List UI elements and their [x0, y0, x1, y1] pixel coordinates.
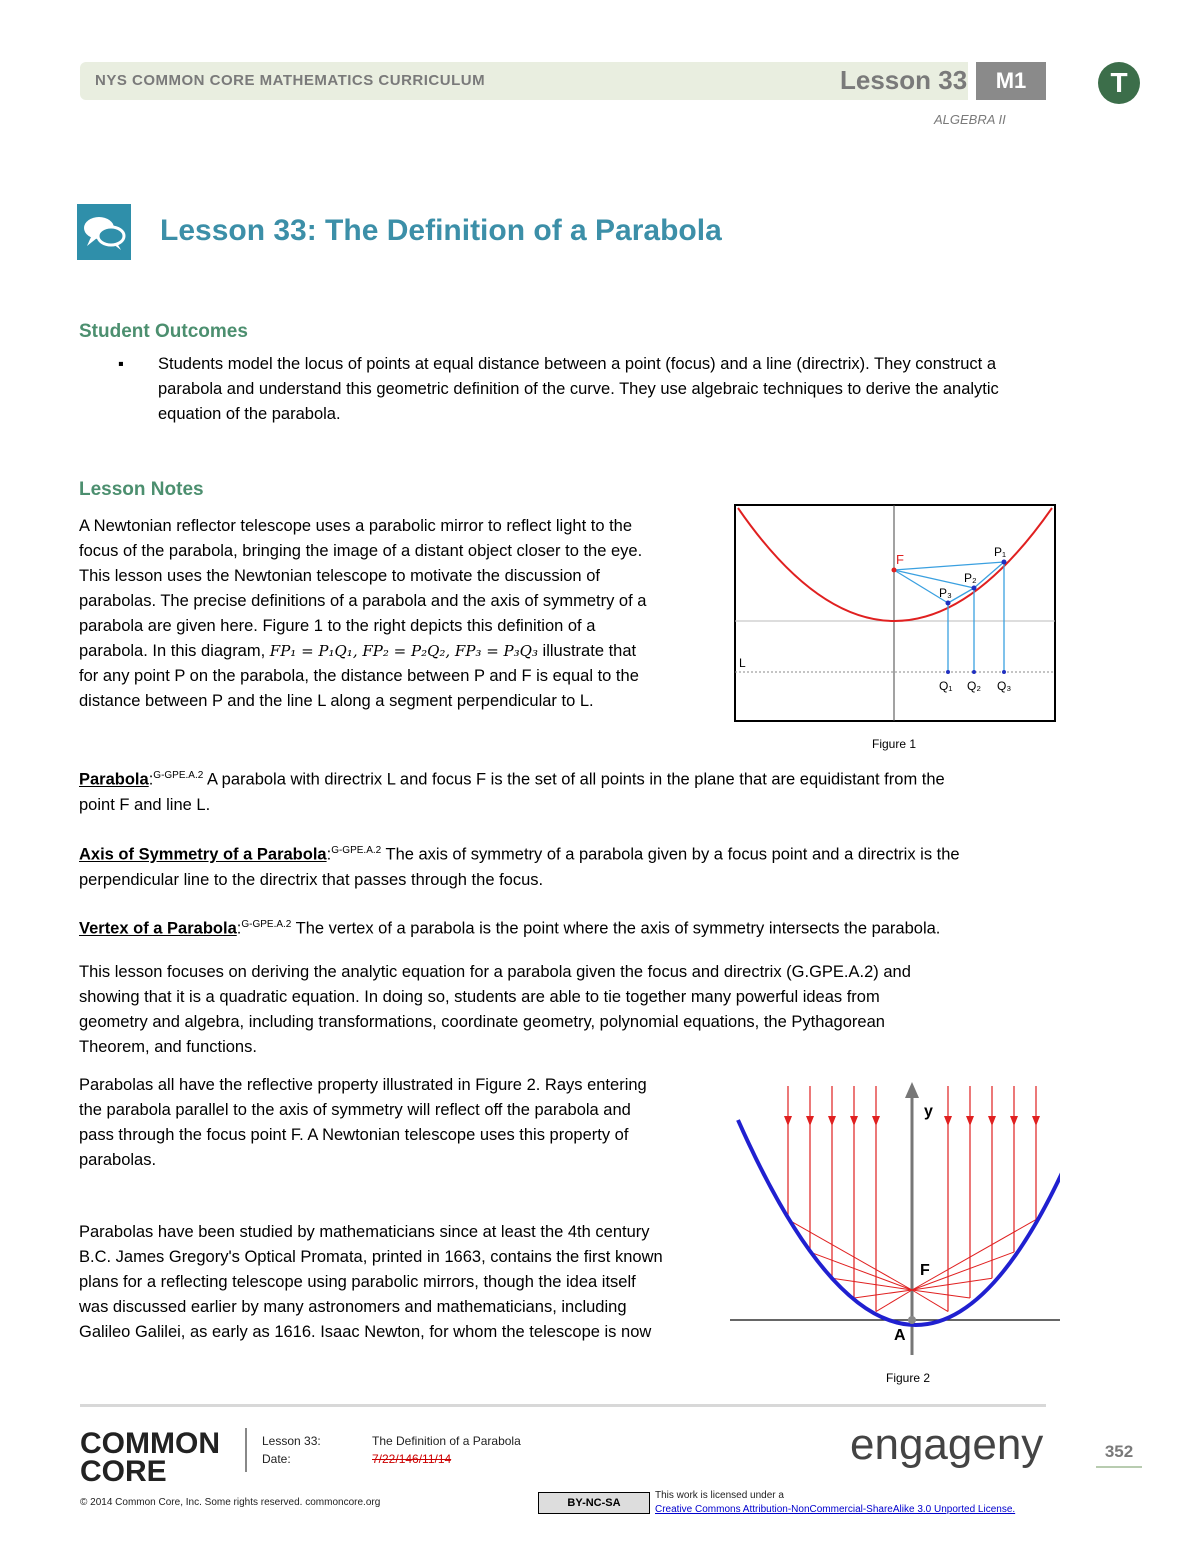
definition-text: The vertex of a parabola is the point where the axis of symmetry intersects the parabola.	[291, 919, 941, 938]
page-number: 352	[1096, 1442, 1142, 1468]
ray-arrow	[966, 1116, 974, 1126]
footer-lesson-label: Lesson 33:	[262, 1434, 321, 1448]
footer-lesson-value: The Definition of a Parabola	[372, 1434, 521, 1448]
notes-text: parabola. In this diagram,	[79, 642, 270, 660]
figure-1	[734, 504, 1056, 722]
figure-2	[730, 1080, 1060, 1370]
cc-license-badge[interactable]: BY-NC-SA	[538, 1492, 650, 1514]
standard-code: G-GPE.A.2	[241, 919, 292, 930]
y-axis-label: y	[924, 1103, 933, 1120]
paragraph-line: This lesson focuses on deriving the analytic equation for a parabola given the focus and directrix (G.GPE.A.2) and	[79, 963, 911, 981]
ray-arrow	[828, 1116, 836, 1126]
notes-line: parabola are given here. Figure 1 to the right depicts this definition of a	[79, 617, 596, 635]
paragraph-line: pass through the focus point F. A Newtonian telescope uses this property of	[79, 1126, 629, 1144]
notes-line: distance between P and the line L along a segment perpendicular to L.	[79, 692, 594, 710]
q1-label: Q₁	[939, 679, 953, 693]
vertex-definition: Vertex of a Parabola:$^{G-GPE.A.2}$ The vertex of a parabola is the point where the axis of symmetry intersects the parabola.	[79, 919, 941, 938]
reflected-ray	[912, 1290, 948, 1312]
paragraph-line: showing that it is a quadratic equation. In doing so, students are able to tie together many powerful ideas from	[79, 988, 880, 1006]
discussion-icon	[77, 204, 131, 260]
p3-label: P₃	[939, 586, 952, 600]
course-name: ALGEBRA II	[934, 112, 1006, 127]
paragraph-line: the parabola parallel to the axis of symmetry will reflect off the parabola and	[79, 1101, 631, 1119]
ray-arrow	[1010, 1116, 1018, 1126]
student-outcomes-heading: Student Outcomes	[79, 321, 248, 342]
notes-line: This lesson uses the Newtonian telescope to motivate the discussion of	[79, 567, 600, 585]
definition-text: The axis of symmetry of a parabola given by a focus point and a directrix is the	[381, 845, 960, 864]
definition-text: point F and line L.	[79, 795, 211, 814]
q3-label: Q₃	[997, 679, 1012, 693]
vertex-label: A	[894, 1327, 906, 1344]
reflected-ray	[912, 1290, 970, 1298]
notes-line: for any point P on the parabola, the distance between P and F is equal to the	[79, 667, 639, 685]
footer-separator	[245, 1428, 247, 1472]
parabola-definition: Parabola:$^{G-GPE.A.2}$ A parabola with directrix L and focus F is the set of all points in the plane that are equidistant from the point F and line L.	[79, 763, 1059, 818]
license-text: This work is licensed under a	[655, 1490, 784, 1501]
q2-label: Q₂	[967, 679, 981, 693]
standard-code: G-GPE.A.2	[331, 845, 382, 856]
definition-term: Axis of Symmetry of a Parabola	[79, 845, 327, 864]
figure-1-caption: Figure 1	[872, 737, 917, 751]
paragraph-line: parabolas.	[79, 1151, 157, 1169]
history-paragraph	[79, 1220, 729, 1345]
ray-arrow	[944, 1116, 952, 1126]
reflected-ray	[854, 1290, 912, 1298]
notes-math: FP₁ = P₁Q₁, FP₂ = P₂Q₂, FP₃ = P₃Q₃	[269, 642, 538, 660]
ray-arrow	[988, 1116, 996, 1126]
footer-date-label: Date:	[262, 1452, 291, 1466]
lesson-number: Lesson 33	[840, 65, 968, 95]
focus-paragraph	[79, 960, 1069, 1060]
reflective-paragraph	[79, 1073, 729, 1173]
paragraph-line: Theorem, and functions.	[79, 1038, 257, 1056]
curriculum-title: NYS COMMON CORE MATHEMATICS CURRICULUM	[95, 72, 486, 89]
parabola-curve-2	[738, 1120, 1060, 1325]
license-link[interactable]: Creative Commons Attribution-NonCommercial-ShareAlike 3.0 Unported License.	[655, 1504, 1016, 1515]
focus-label-2: F	[920, 1262, 930, 1279]
figure-2-caption: Figure 2	[886, 1371, 931, 1385]
notes-line: parabolas. The precise definitions of a parabola and the axis of symmetry of a	[79, 592, 647, 610]
lesson-notes-paragraph	[79, 514, 729, 714]
paragraph-line: plans for a reflecting telescope using parabolic mirrors, though the idea itself	[79, 1273, 636, 1291]
module-badge: M1	[976, 62, 1046, 100]
bullet-marker: ▪	[118, 355, 124, 373]
axis-definition: Axis of Symmetry of a Parabola:$^{G-GPE.A.2}$ The axis of symmetry of a parabola given by a focus point and a directrix is the perpendicular line to the directrix that passes through the focus.	[79, 838, 1059, 893]
footer-divider	[80, 1404, 1046, 1407]
notes-line: focus of the parabola, bringing the image of a distant object closer to the eye.	[79, 542, 643, 560]
paragraph-line: was discussed earlier by many astronomers and mathematicians, including	[79, 1298, 627, 1316]
standard-code: G-GPE.A.2	[153, 770, 204, 781]
ray-arrow	[850, 1116, 858, 1126]
outcome-bullet-text: Students model the locus of points at equal distance between a point (focus) and a line (directrix). They construct a parabola and understand this geometric definition of the curve. They use algebraic techniques to derive the analytic equation of the parabola.	[158, 355, 999, 423]
directrix-label: L	[739, 656, 746, 670]
ray-arrow	[1032, 1116, 1040, 1126]
paragraph-line: geometry and algebra, including transformations, coordinate geometry, polynomial equations, the Pythagorean	[79, 1013, 885, 1031]
definition-text: A parabola with directrix L and focus F is the set of all points in the plane that are equidistant from the	[203, 770, 945, 789]
paragraph-line: Galileo Galilei, as early as 1616. Isaac Newton, for whom the telescope is now	[79, 1323, 652, 1341]
reflected-ray	[876, 1290, 912, 1312]
p2-label: P₂	[964, 571, 977, 585]
definition-term: Parabola	[79, 770, 149, 789]
paragraph-line: Parabolas have been studied by mathematicians since at least the 4th century	[79, 1223, 650, 1241]
common-core-logo: COMMON CORE	[80, 1427, 220, 1488]
p1-label: P₁	[994, 545, 1007, 559]
teacher-badge: T	[1098, 62, 1140, 104]
lesson-notes-heading: Lesson Notes	[79, 479, 204, 500]
definition-text: perpendicular line to the directrix that passes through the focus.	[79, 870, 544, 889]
copyright: © 2014 Common Core, Inc. Some rights reserved. commoncore.org	[80, 1497, 381, 1508]
notes-text: illustrate that	[537, 642, 637, 660]
paragraph-line: Parabolas all have the reflective property illustrated in Figure 2. Rays entering	[79, 1076, 647, 1094]
engageny-logo: engageny	[850, 1420, 1044, 1469]
ray-arrow	[872, 1116, 880, 1126]
ray-arrow	[784, 1116, 792, 1126]
lesson-title: Lesson 33: The Definition of a Parabola	[160, 214, 722, 247]
paragraph-line: B.C. James Gregory's Optical Promata, printed in 1663, contains the first known	[79, 1248, 663, 1266]
footer-date-value: 7/22/146/11/14	[372, 1452, 452, 1466]
notes-line: A Newtonian reflector telescope uses a parabolic mirror to reflect light to the	[79, 517, 633, 535]
ray-arrow	[806, 1116, 814, 1126]
notes-line	[79, 639, 729, 664]
definition-term: Vertex of a Parabola	[79, 919, 237, 938]
reflected-ray	[912, 1278, 992, 1290]
reflected-ray	[788, 1220, 912, 1290]
focus-label: F	[896, 552, 904, 567]
